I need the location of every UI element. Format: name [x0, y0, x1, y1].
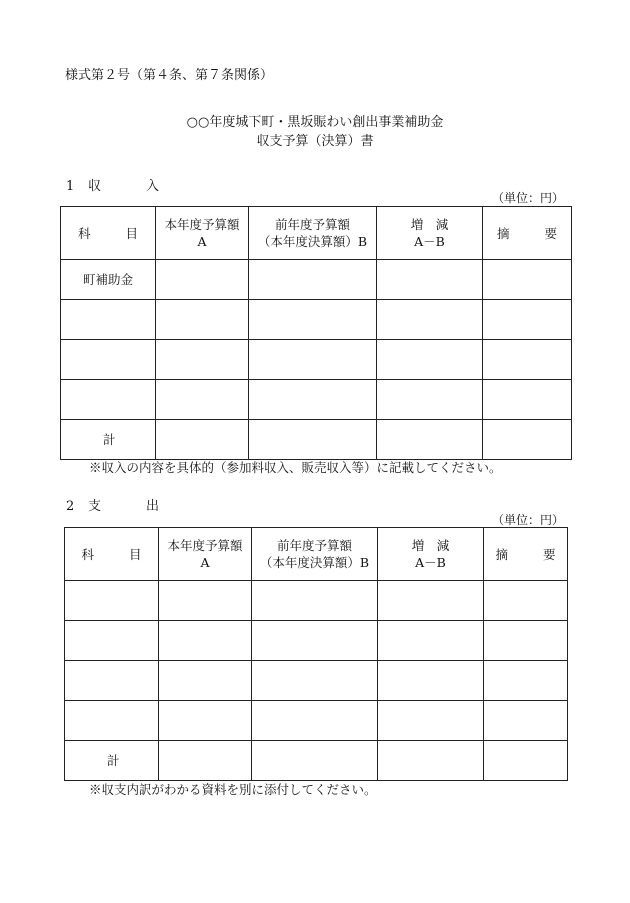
col-change-label: 増 減 [411, 538, 450, 553]
document-title: ○○年度城下町・黒坂賑わい創出事業補助金 [186, 115, 444, 130]
current-budget-cell[interactable] [156, 260, 249, 300]
col-change-header [377, 207, 483, 260]
previous-budget-cell[interactable] [249, 300, 377, 340]
col-change-formula: A－B [414, 234, 445, 249]
col-remarks-header: 摘 要 [484, 528, 568, 581]
col-current-budget-header [156, 207, 249, 260]
current-budget-cell[interactable] [159, 701, 252, 741]
current-budget-total-cell[interactable] [156, 420, 249, 460]
previous-budget-cell[interactable] [252, 581, 378, 621]
previous-budget-cell[interactable] [252, 621, 378, 661]
expense-heading-char-1: 支 [88, 499, 102, 514]
col-current-budget-symbol: A [197, 234, 207, 249]
col-change-formula: A－B [415, 555, 446, 570]
col-current-budget-label: 本年度予算額 [164, 217, 240, 232]
table-row [65, 701, 568, 741]
income-heading-char-2: 入 [146, 179, 160, 194]
current-budget-total-cell[interactable] [159, 741, 252, 781]
col-item-header: 科 目 [65, 528, 159, 581]
expense-item-cell[interactable] [65, 581, 159, 621]
col-current-budget-symbol: A [200, 555, 210, 570]
expense-note: ※収支内訳がわかる資料を別に添付してください。 [89, 782, 377, 797]
current-budget-cell[interactable] [159, 661, 252, 701]
col-previous-budget-sub: （本年度決算額）B [259, 555, 370, 570]
remarks-cell[interactable] [483, 340, 572, 380]
table-row [61, 260, 572, 300]
remarks-cell[interactable] [483, 380, 572, 420]
income-item-cell[interactable] [61, 340, 156, 380]
previous-budget-total-cell[interactable] [249, 420, 377, 460]
current-budget-cell[interactable] [159, 581, 252, 621]
remarks-cell[interactable] [484, 661, 568, 701]
expense-section-number: 2 [66, 499, 75, 514]
income-table [60, 206, 572, 460]
income-heading-char-1: 収 [88, 179, 102, 194]
form-number: 様式第２号（第４条、第７条関係） [65, 68, 274, 83]
remarks-total-cell[interactable] [484, 741, 568, 781]
expense-header-row [65, 528, 568, 581]
table-row [65, 621, 568, 661]
col-remarks-header: 摘 要 [483, 207, 572, 260]
remarks-total-cell[interactable] [483, 420, 572, 460]
current-budget-cell[interactable] [156, 340, 249, 380]
income-item-cell[interactable]: 町補助金 [61, 260, 156, 300]
table-row [61, 380, 572, 420]
income-item-cell[interactable] [61, 380, 156, 420]
previous-budget-cell[interactable] [249, 340, 377, 380]
previous-budget-cell[interactable] [252, 661, 378, 701]
expense-heading-char-2: 出 [146, 499, 160, 514]
income-total-label: 計 [61, 420, 156, 460]
change-cell[interactable] [377, 260, 483, 300]
change-cell[interactable] [378, 661, 484, 701]
col-previous-budget-header [249, 207, 377, 260]
current-budget-cell[interactable] [156, 380, 249, 420]
change-total-cell[interactable] [377, 420, 483, 460]
remarks-cell[interactable] [483, 300, 572, 340]
col-previous-budget-sub: （本年度決算額）B [257, 234, 368, 249]
document-subtitle: 収支予算（決算）書 [256, 134, 374, 149]
expense-total-row [65, 741, 568, 781]
change-cell[interactable] [378, 701, 484, 741]
change-cell[interactable] [378, 621, 484, 661]
remarks-cell[interactable] [483, 260, 572, 300]
col-change-header [378, 528, 484, 581]
col-current-budget-label: 本年度予算額 [167, 538, 243, 553]
col-current-budget-header [159, 528, 252, 581]
col-item-header: 科 目 [61, 207, 156, 260]
expense-unit-label: （単位：円） [492, 513, 565, 527]
previous-budget-cell[interactable] [252, 701, 378, 741]
table-row [65, 581, 568, 621]
income-header-row [61, 207, 572, 260]
income-unit-label: （単位：円） [492, 191, 565, 205]
table-row [61, 300, 572, 340]
col-previous-budget-label: 前年度予算額 [276, 538, 352, 553]
expense-item-cell[interactable] [65, 701, 159, 741]
income-total-row [61, 420, 572, 460]
table-row [65, 661, 568, 701]
previous-budget-cell[interactable] [249, 260, 377, 300]
remarks-cell[interactable] [484, 581, 568, 621]
income-section-heading [66, 175, 159, 194]
expense-item-cell[interactable] [65, 661, 159, 701]
income-item-cell[interactable] [61, 300, 156, 340]
col-previous-budget-label: 前年度予算額 [274, 217, 350, 232]
current-budget-cell[interactable] [156, 300, 249, 340]
change-cell[interactable] [377, 300, 483, 340]
income-section-number: 1 [66, 179, 75, 194]
remarks-cell[interactable] [484, 621, 568, 661]
remarks-cell[interactable] [484, 701, 568, 741]
change-cell[interactable] [378, 581, 484, 621]
expense-section-heading [66, 495, 159, 514]
expense-table [64, 527, 568, 781]
change-cell[interactable] [377, 340, 483, 380]
income-note: ※収入の内容を具体的（参加料収入、販売収入等）に記載してください。 [89, 460, 502, 475]
previous-budget-total-cell[interactable] [252, 741, 378, 781]
change-cell[interactable] [377, 380, 483, 420]
previous-budget-cell[interactable] [249, 380, 377, 420]
col-change-label: 増 減 [410, 217, 449, 232]
expense-total-label: 計 [65, 741, 159, 781]
col-previous-budget-header [252, 528, 378, 581]
expense-item-cell[interactable] [65, 621, 159, 661]
table-row [61, 340, 572, 380]
change-total-cell[interactable] [378, 741, 484, 781]
current-budget-cell[interactable] [159, 621, 252, 661]
